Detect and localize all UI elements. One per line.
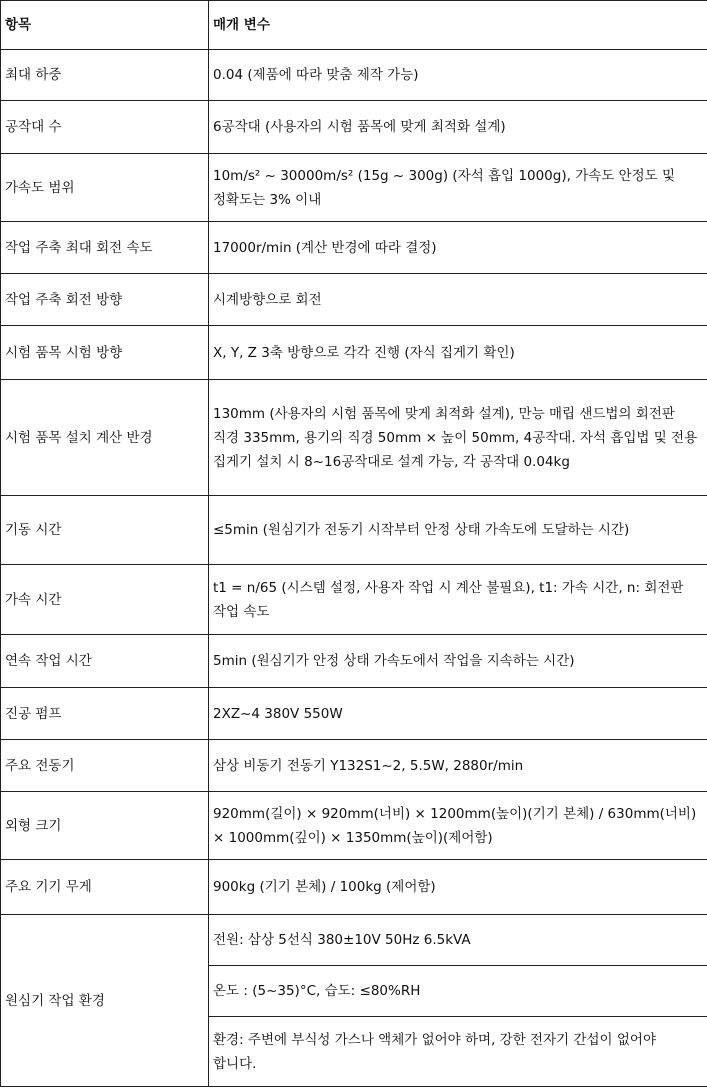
row-value: X, Y, Z 3축 방향으로 각각 진행 (자식 집게기 확인)	[209, 326, 707, 380]
row-value: 17000r/min (계산 반경에 따라 결정)	[209, 222, 707, 274]
row-value: 5min (원심기가 안정 상태 가속도에서 작업을 지속하는 시간)	[209, 635, 707, 688]
header-item-cell: 항목	[1, 1, 209, 50]
table-row	[1, 222, 707, 274]
table-row	[1, 688, 707, 740]
table-row	[1, 154, 707, 222]
row-value: 6공작대 (사용자의 시험 품목에 맞게 최적화 설계)	[209, 101, 707, 154]
row-label: 주요 전동기	[1, 740, 209, 792]
table-row	[1, 496, 707, 565]
row-value: 삼상 비동기 전동기 Y132S1~2, 5.5W, 2880r/min	[209, 740, 707, 792]
row-value: 900kg (기기 본체) / 100kg (제어함)	[209, 860, 707, 915]
env-conditions-value: 환경: 주변에 부식성 가스나 액체가 없어야 하며, 강한 전자기 간섭이 없어야 합니다.	[209, 1017, 707, 1087]
row-label: 공작대 수	[1, 101, 209, 154]
row-value: 0.04 (제품에 따라 맞춤 제작 가능)	[209, 50, 707, 101]
table-header-row	[1, 1, 707, 50]
row-value: 10m/s² ~ 30000m/s² (15g ~ 300g) (자석 흡입 1000g), 가속도 안정도 및 정확도는 3% 이내	[209, 154, 707, 222]
table-row	[1, 50, 707, 101]
row-label: 작업 주축 최대 회전 속도	[1, 222, 209, 274]
table-row	[1, 380, 707, 496]
table-row	[1, 740, 707, 792]
env-power-value: 전원: 삼상 5선식 380±10V 50Hz 6.5kVA	[209, 915, 707, 966]
header-param-cell: 매개 변수	[209, 1, 707, 50]
table-row	[1, 565, 707, 635]
table-row	[1, 101, 707, 154]
table-row	[1, 915, 707, 966]
row-label: 연속 작업 시간	[1, 635, 209, 688]
row-value: 2XZ~4 380V 550W	[209, 688, 707, 740]
table-row	[1, 326, 707, 380]
env-label: 원심기 작업 환경	[1, 915, 209, 1087]
row-label: 진공 펌프	[1, 688, 209, 740]
row-value: 920mm(길이) × 920mm(너비) × 1200mm(높이)(기기 본체) / 630mm(너비) × 1000mm(깊이) × 1350mm(높이)(제어함)	[209, 792, 707, 860]
row-label: 가속도 범위	[1, 154, 209, 222]
table-row	[1, 860, 707, 915]
table-row	[1, 274, 707, 326]
row-label: 주요 기기 무게	[1, 860, 209, 915]
row-value: 시계방향으로 회전	[209, 274, 707, 326]
row-label: 기동 시간	[1, 496, 209, 565]
row-label: 작업 주축 회전 방향	[1, 274, 209, 326]
row-label: 시험 품목 시험 방향	[1, 326, 209, 380]
row-label: 가속 시간	[1, 565, 209, 635]
row-value: ≤5min (원심기가 전동기 시작부터 안정 상태 가속도에 도달하는 시간)	[209, 496, 707, 565]
row-label: 최대 하중	[1, 50, 209, 101]
table-row	[1, 635, 707, 688]
env-temp-value: 온도 : (5~35)°C, 습도: ≤80%RH	[209, 966, 707, 1017]
table-row	[1, 792, 707, 860]
row-label: 시험 품목 설치 계산 반경	[1, 380, 209, 496]
row-label: 외형 크기	[1, 792, 209, 860]
row-value: 130mm (사용자의 시험 품목에 맞게 최적화 설계), 만능 매립 샌드법의 회전판 직경 335mm, 용기의 직경 50mm × 높이 50mm, 4공작대. 자석 흡입법 및 전용 집게기 설치 시 8~16공작대로 설계 가능, 각 공작대 0.04kg	[209, 380, 707, 496]
row-value: t1 = n/65 (시스템 설정, 사용자 작업 시 계산 불필요), t1: 가속 시간, n: 회전판 작업 속도	[209, 565, 707, 635]
